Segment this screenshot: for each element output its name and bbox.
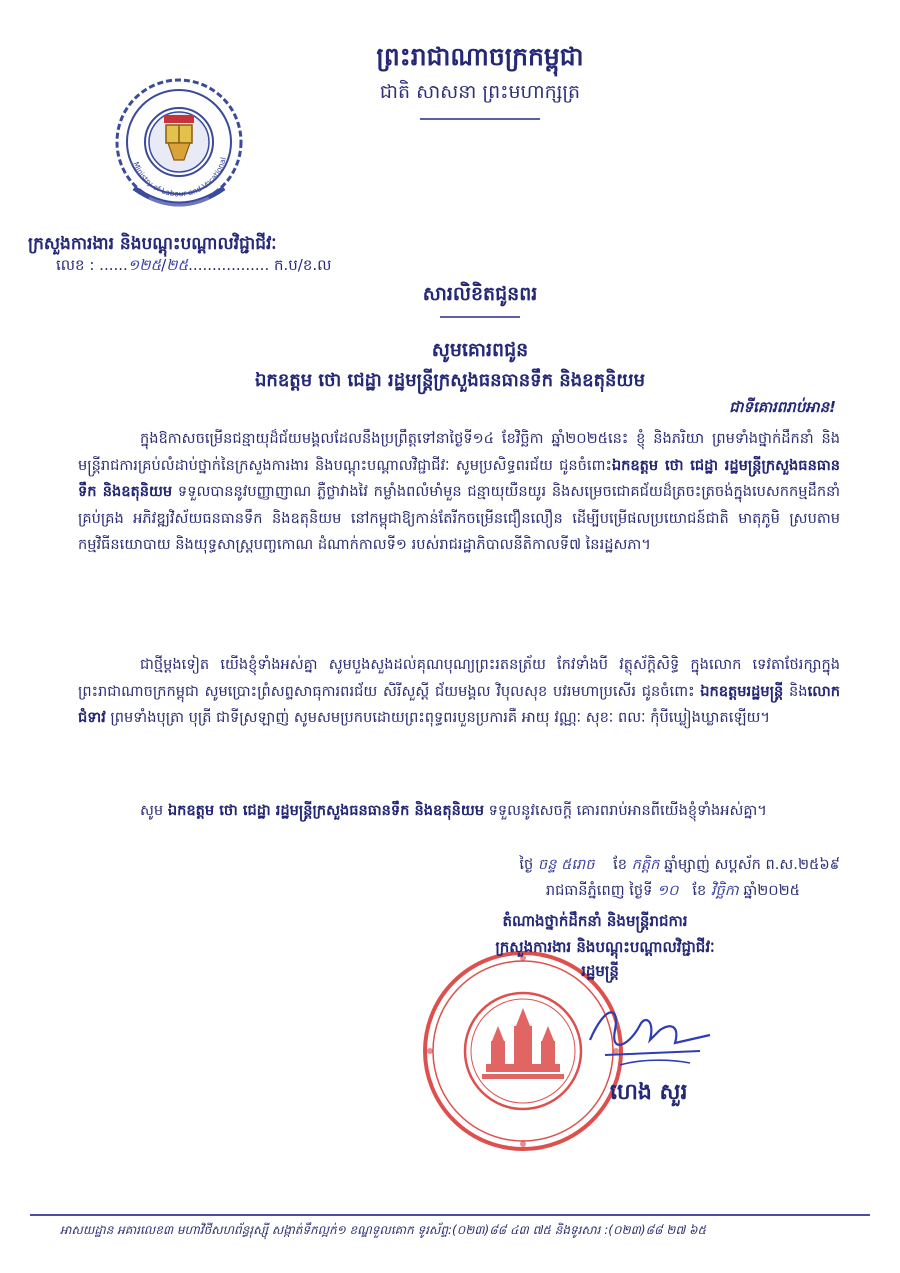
national-motto: ជាតិ សាសនា ព្រះមហាក្សត្រ <box>379 81 581 103</box>
sender-ministry: ក្រសួងការងារ និងបណ្តុះបណ្តាលវិជ្ជាជីវៈ <box>28 234 277 254</box>
ministry-logo <box>104 70 254 220</box>
footer-divider <box>30 1214 870 1216</box>
greg-day-handwritten: ១០ <box>657 882 679 899</box>
recipient-name: ឯកឧត្តម ថោ ជេដ្ឋា រដ្ឋមន្ត្រីក្រសួងធនធានទឹក និងឧតុនិយម <box>255 370 645 391</box>
ornament-divider <box>420 118 540 120</box>
recipient-inline: ឯកឧត្តម ថោ ជេដ្ឋា រដ្ឋមន្ត្រីក្រសួងធនធានទឹក និងឧតុនិយម <box>78 456 840 500</box>
ref-year-handwritten: ២៥ <box>166 256 189 274</box>
letter-type: សារលិខិតជូនពរ <box>422 283 538 305</box>
respectfully-to: សូមគោរពជូន <box>431 339 529 361</box>
signatory-title: រដ្ឋមន្ត្រី <box>581 962 619 980</box>
paragraph-3: សូម ឯកឧត្តម ថោ ជេដ្ឋា រដ្ឋមន្ត្រីក្រសួងធនធានទឹក និងឧតុនិយម ទទួលនូវសេចក្តី គោរពរាប់អានពីយើងខ្ញុំទាំងអស់គ្នា។ <box>140 802 767 819</box>
signatory-role: តំណាងថ្នាក់ដឹកនាំ និងមន្ត្រីរាជការ <box>502 912 688 930</box>
greg-month-handwritten: វិច្ឆិកា <box>710 882 739 899</box>
gregorian-date: រាជធានីភ្នំពេញ ថ្ងៃទី ១០ ខែ វិច្ឆិកា ឆ្នាំ២០២៥ <box>545 882 800 899</box>
reference-number: លេខ : ......១២៥/២៥................. ក.ប/ខ.ល <box>56 256 332 274</box>
footer-address: អាសយដ្ឋាន អគារលេខ៣ មហាវិថីសហព័ន្ធរុស្ស៊ី សង្កាត់ទឹកល្អក់១ ខណ្ឌទួលគោក ទូរស័ព្ទ:(០២៣)៨៨ ៤៣ ៧៥ និងទូរសារ :(០២៣)៨៨ ២៧ ៦៥ <box>60 1223 707 1237</box>
lunar-day-handwritten: ចន្ទ ៥រោច <box>537 856 595 873</box>
paragraph-2: ជាថ្មីម្តងទៀត យើងខ្ញុំទាំងអស់គ្នា សូមបួងសួងដល់គុណបុណ្យព្រះរតនត្រ័យ កែវទាំងបី វត្ថុស័ក្តិសិទ្ធិ ក្នុងលោក ទេវតាថែរក្សាក្នុងព្រះរាជាណាចក្រកម្ពុជា សូមប្រោះព្រំសព្ទសាធុការពរជ័យ សិរីសួស្តី ជ័យមង្គល វិបុលសុខ បវរមហាប្រសើរ ជូនចំពោះ ឯកឧត្តមរដ្ឋមន្ត្រី និងលោកជំទាវ ព្រមទាំងបុត្រា បុត្រី ជាទីស្រឡាញ់ សូមសមប្រកបដោយព្រះពុទ្ធពរបួនប្រការគឺ អាយុ វណ្ណៈ សុខៈ ពលៈ កុំបីឃ្លៀងឃ្លាតឡើយ។ <box>78 656 840 726</box>
signatory-name: ហេង សួរ <box>610 1080 688 1105</box>
kingdom-title: ព្រះរាជាណាចក្រកម្ពុជា <box>376 42 584 71</box>
ref-label: លេខ : <box>56 256 95 274</box>
svg-text:Ministry of Labour and Vocatio: Ministry of Labour and Vocational <box>131 156 228 199</box>
lunar-month-handwritten: កត្ដិក <box>631 856 660 873</box>
ornament-divider-2 <box>440 316 520 318</box>
signatory-ministry: ក្រសួងការងារ និងបណ្តុះបណ្តាលវិជ្ជាជីវៈ <box>495 938 715 956</box>
ref-number-handwritten: ១២៥ <box>127 256 162 274</box>
lunar-date: ថ្ងៃ ចន្ទ ៥រោច ខែ កត្ដិក ឆ្នាំម្សាញ់ សប្តស័ក ព.ស.២៥៦៩ <box>519 856 840 873</box>
salutation: ជាទីគោរពរាប់អាន! <box>729 398 836 416</box>
paragraph-1: ក្នុងឱកាសចម្រើនជន្មាយុដ៏ជ័យមង្គលដែលនឹងប្រព្រឹត្តទៅនាថ្ងៃទី១៤ ខែវិច្ឆិកា ឆ្នាំ២០២៥នេះ ខ្ញុំ និងភរិយា ព្រមទាំងថ្នាក់ដឹកនាំ និងមន្ត្រីរាជការគ្រប់លំដាប់ថ្នាក់នៃក្រសួងការងារ និងបណ្តុះបណ្តាលវិជ្ជាជីវៈ សូមប្រសិទ្ធពរជ័យ ជូនចំពោះឯកឧត្តម ថោ ជេដ្ឋា រដ្ឋមន្ត្រីក្រសួងធនធានទឹក និងឧតុនិយម ទទួលបាននូវបញ្ញាញាណ ភ្លឺថ្លាវាងវៃ កម្លាំងពលំមាំមួន ជន្មាយុយឺនយូរ និងសម្រេចជោគជ័យដ៏ត្រចះត្រចង់ក្នុងបេសកកម្មដឹកនាំគ្រប់គ្រង អភិវឌ្ឍវិស័យធនធានទឹក និងឧតុនិយម នៅកម្ពុជាឱ្យកាន់តែរីកចម្រើនជឿនលឿន ដើម្បីបម្រើផលប្រយោជន៍ជាតិ មាតុភូមិ ស្របតាមកម្មវិធីនយោបាយ និងយុទ្ធសាស្ត្របញ្ចកោណ ដំណាក់កាលទី១ របស់រាជរដ្ឋាភិបាលនីតិកាលទី៧ នៃរដ្ឋសភា។ <box>78 430 840 553</box>
handwritten-signature <box>560 985 730 1080</box>
ref-suffix: ក.ប/ខ.ល <box>274 256 332 274</box>
